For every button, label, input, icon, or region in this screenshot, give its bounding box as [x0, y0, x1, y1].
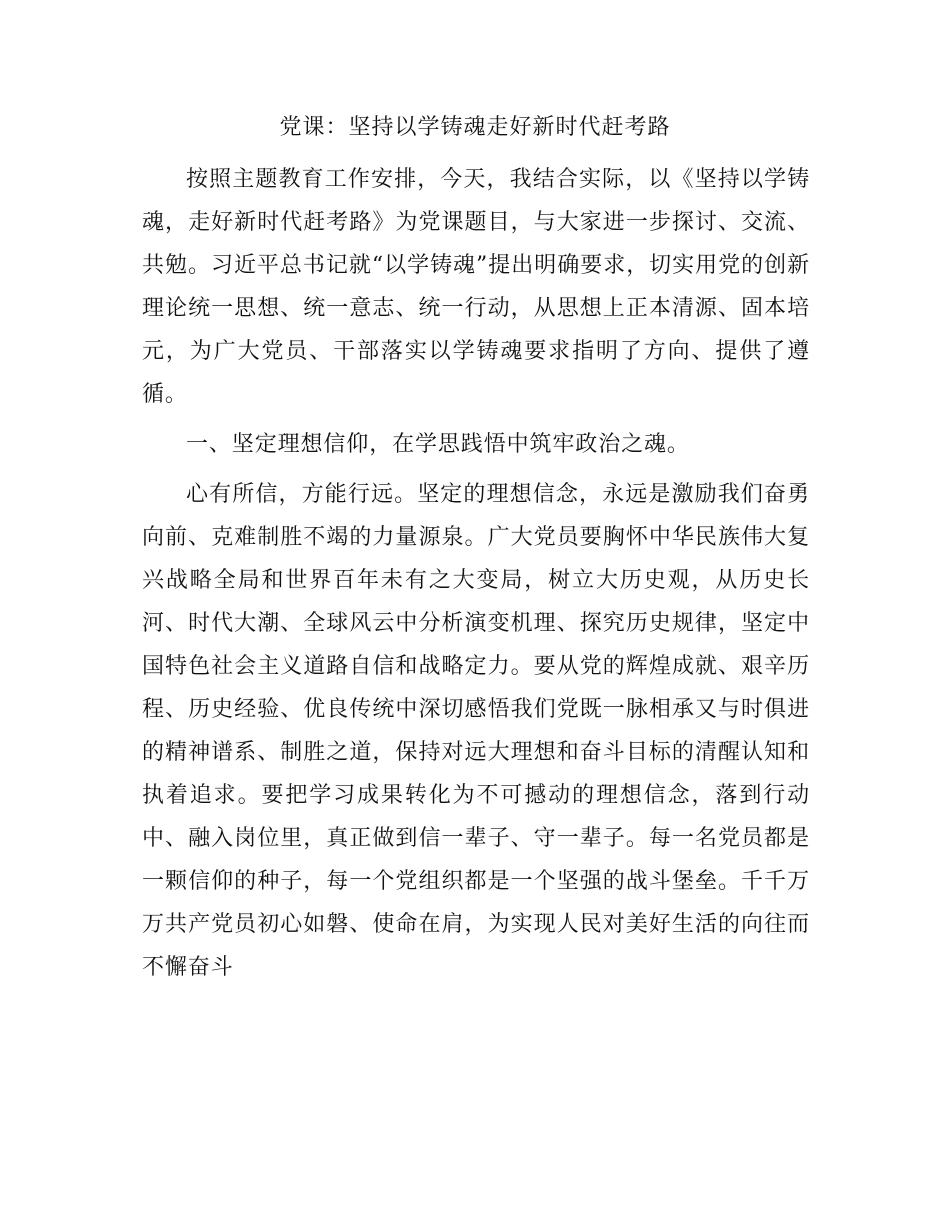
section-1-paragraph: 心有所信，方能行远。坚定的理想信念，永远是激励我们奋勇向前、克难制胜不竭的力量源泉。广大党员要胸怀中华民族伟大复兴战略全局和世界百年未有之大变局，树立大历史观，从历史长河、时代大潮、全球风云中分析演变机理、探究历史规律，坚定中国特色社会主义道路自信和战略定力。要从党的辉煌成就、艰辛历程、历史经验、优良传统中深切感悟我们党既一脉相承又与时俱进的精神谱系、制胜之道，保持对远大理想和奋斗目标的清醒认知和执着追求。要把学习成果转化为不可撼动的理想信念，落到行动中、融入岗位里，真正做到信一辈子、守一辈子。每一名党员都是一颗信仰的种子，每一个党组织都是一个坚强的战斗堡垒。千千万万共产党员初心如磐、使命在肩，为实现人民对美好生活的向往而不懈奋斗 [142, 482, 810, 980]
intro-paragraph: 按照主题教育工作安排，今天，我结合实际，以《坚持以学铸魂，走好新时代赶考路》为党课题目，与大家进一步探讨、交流、共勉。习近平总书记就“以学铸魂”提出明确要求，切实用党的创新理论统一思想、统一意志、统一行动，从思想上正本清源、固本培元，为广大党员、干部落实以学铸魂要求指明了方向、提供了遵循。 [142, 167, 810, 407]
document-title: 党课：坚持以学铸魂走好新时代赶考路 [279, 115, 671, 140]
document-body [142, 158, 810, 996]
section-heading-1: 一、坚定理想信仰，在学思践悟中筑牢政治之魂。 [186, 432, 690, 457]
